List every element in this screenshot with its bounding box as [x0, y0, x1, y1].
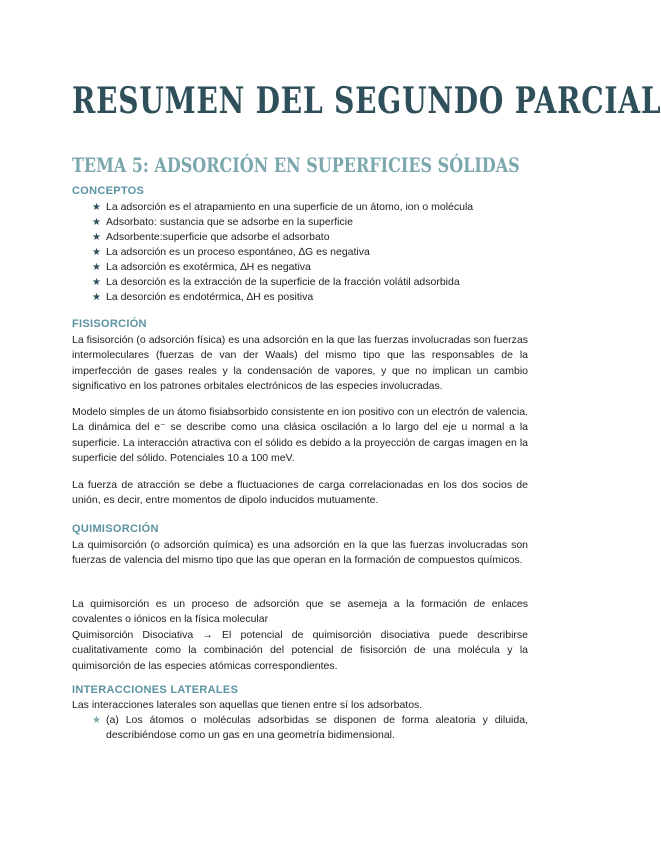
- star-icon: ★: [92, 217, 101, 228]
- star-icon: ★: [92, 202, 101, 213]
- list-item: ★ La adsorción es exotérmica, ∆H es negativa: [92, 261, 311, 273]
- interacciones-list: [92, 713, 528, 744]
- list-item: ★ La adsorción es un proceso espontáneo, ∆G es negativa: [92, 246, 370, 258]
- quimisorcion-paragraph-3: Quimisorción Disociativa → El potencial de quimisorción disociativa puede describirse cualitativamente como la combinación del potencial de fisisorción de una molécula y la quimisorción de las especies atómicas correspondientes.: [72, 629, 528, 672]
- fisisorcion-paragraph-2: Modelo simples de un átomo fisiabsorbido consistente en ion positivo con un electrón de valencia. La dinámica del e⁻ se describe como una clásica oscilación a lo largo del eje u normal a la superficie. La interacción atractiva con el sólido es debido a la proyección de cargas imagen en la superficie del sólido. Potenciales 10 a 100 meV.: [72, 406, 528, 464]
- quimisorcion-heading: QUIMISORCIÓN: [72, 523, 159, 535]
- fisisorcion-paragraph-3: La fuerza de atracción se debe a fluctuaciones de carga correlacionadas en los dos socios de unión, es decir, entre momentos de dipolo inducidos mutuamente.: [72, 479, 528, 507]
- star-icon: ★: [92, 715, 101, 726]
- star-icon: ★: [92, 277, 101, 288]
- list-item: ★ La desorción es la extracción de la superficie de la fracción volátil adsorbida: [92, 276, 460, 288]
- tema-title: TEMA 5: ADSORCIÓN EN SUPERFICIES SÓLIDAS: [72, 153, 520, 177]
- page-title: RESUMEN DEL SEGUNDO PARCIAL: [72, 80, 661, 122]
- list-item: ★ La adsorción es el atrapamiento en una superficie de un átomo, ion o molécula: [92, 201, 474, 213]
- fisisorcion-heading: FISISORCIÓN: [72, 318, 147, 330]
- fisisorcion-paragraph-1: La fisisorción (o adsorción física) es una adsorción en la que las fuerzas involucradas son fuerzas intermoleculares (fuerzas de van der Waals) del mismo tipo que las responsables de la imperfección de gases reales y la condensación de vapores, y que no implican un cambio significativo en los patrones orbitales electrónicos de las especies involucradas.: [72, 334, 528, 392]
- conceptos-heading: CONCEPTOS: [72, 185, 145, 197]
- star-icon: ★: [92, 262, 101, 273]
- conceptos-list: [92, 200, 473, 305]
- quimisorcion-paragraph-2: La quimisorción es un proceso de adsorción que se asemeja a la formación de enlaces covalentes o iónicos en la física molecular: [72, 598, 528, 626]
- interacciones-heading: INTERACCIONES LATERALES: [72, 684, 239, 696]
- list-item: ★ (a) Los átomos o moléculas adsorbidas se disponen de forma aleatoria y diluida, describiéndose como un gas en una geometría bidimensional.: [92, 714, 528, 742]
- star-icon: ★: [92, 232, 101, 243]
- star-icon: ★: [92, 292, 101, 303]
- list-item: ★ Adsorbente:superficie que adsorbe el adsorbato: [92, 231, 330, 243]
- list-item: ★ Adsorbato: sustancia que se adsorbe en la superficie: [92, 216, 353, 228]
- list-item: ★ La desorción es endotérmica, ∆H es positiva: [92, 291, 314, 303]
- quimisorcion-paragraph-1: La quimisorción (o adsorción química) es una adsorción en la que las fuerzas involucradas son fuerzas de valencia del mismo tipo que las que operan en la formación de compuestos químicos.: [72, 539, 528, 567]
- interacciones-intro: Las interacciones laterales son aquellas que tienen entre sí los adsorbatos.: [72, 699, 423, 711]
- star-icon: ★: [92, 247, 101, 258]
